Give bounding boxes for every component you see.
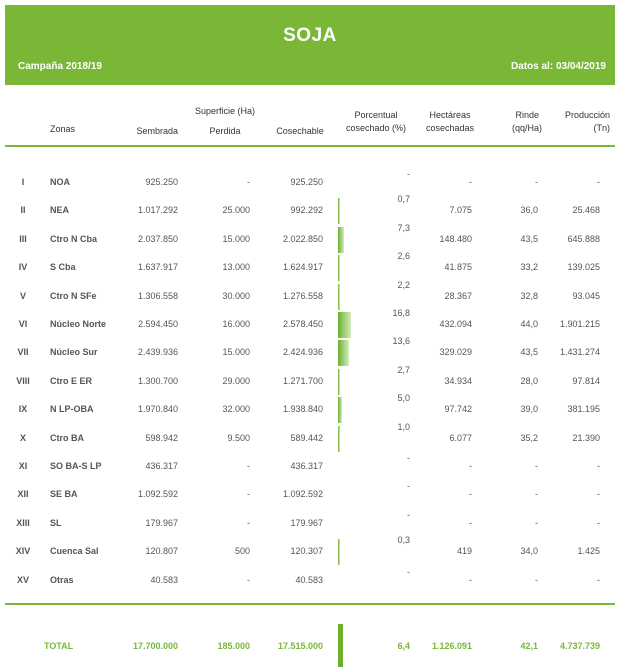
cell-sembrada: 1.300.700 [137, 375, 178, 386]
pct-bar [338, 426, 340, 452]
cell-cosechable: 1.624.917 [282, 262, 323, 273]
cell-prod: 1.425 [577, 546, 600, 557]
cell-zona: S Cba [50, 262, 76, 273]
total-cosechable: 17.515.000 [277, 641, 323, 651]
cell-cosechable: 1.271.700 [282, 375, 323, 386]
cell-pct: - [407, 453, 410, 463]
cell-sembrada: 2.594.450 [137, 319, 178, 329]
col-rinde: Rinde [515, 110, 539, 120]
cell-perdida: 15.000 [222, 347, 250, 358]
cell-pct: 2,6 [397, 251, 410, 262]
cell-sembrada: 1.637.917 [137, 262, 178, 273]
campaign-label: Campaña 2018/19 [18, 61, 102, 72]
pct-bar [338, 227, 344, 253]
cell-roman: VII [17, 347, 29, 358]
table-row [0, 194, 620, 220]
cell-zona: NOA [50, 177, 70, 187]
cell-rinde: 43,5 [520, 233, 538, 244]
col-produccion-unit: (Tn) [593, 123, 610, 133]
cell-prod: 25.468 [572, 205, 600, 216]
cell-sembrada: 436.317 [145, 461, 178, 471]
total-pct: 6,4 [397, 641, 410, 651]
table-row [0, 308, 620, 334]
report-title: SOJA [283, 25, 337, 46]
table-row [0, 364, 620, 391]
cell-zona: SL [50, 517, 62, 528]
cell-roman: XIII [16, 517, 30, 528]
cell-zona: Núcleo Norte [50, 319, 107, 329]
cell-pct: 2,7 [397, 364, 410, 375]
pct-bar [338, 312, 351, 338]
cell-cosechable: 589.442 [290, 432, 323, 443]
cell-prod: 21.390 [572, 432, 600, 443]
cell-rinde: 36,0 [520, 205, 538, 216]
cell-pct: 5,0 [397, 393, 410, 404]
cell-roman: IV [18, 262, 28, 273]
cell-pct: - [407, 169, 410, 179]
cell-roman: VI [18, 319, 28, 329]
cell-cosechable: 436.317 [290, 461, 323, 471]
total-rinde: 42,1 [520, 641, 538, 651]
table-row [0, 421, 620, 448]
col-perdida: Perdida [209, 126, 241, 136]
cell-cosechable: 120.307 [290, 546, 323, 557]
cell-prod: 645.888 [567, 233, 600, 244]
table-row [0, 566, 620, 590]
cell-zona: Otras [50, 574, 74, 585]
cell-prod: - [597, 517, 600, 528]
cell-perdida: - [247, 574, 250, 585]
total-pct-bar [338, 624, 343, 667]
cell-zona: Ctro N Cba [50, 233, 97, 244]
cell-perdida: 9.500 [227, 432, 250, 443]
cell-roman: XII [17, 489, 29, 500]
cell-perdida: 25.000 [222, 205, 250, 216]
cell-hect: - [469, 574, 472, 585]
cell-zona: Ctro E ER [50, 375, 93, 386]
col-cosechado: cosechado (%) [345, 123, 407, 133]
cell-prod: 139.025 [567, 262, 600, 273]
cell-hect: 329.029 [439, 347, 472, 358]
cell-rinde: - [535, 517, 538, 528]
cell-sembrada: 2.037.850 [137, 233, 178, 244]
cell-rinde: 34,0 [520, 546, 538, 557]
total-perdida: 185.000 [217, 641, 250, 651]
cell-roman: VIII [16, 375, 30, 386]
cell-perdida: 30.000 [222, 290, 250, 301]
col-sembrada: Sembrada [136, 126, 178, 136]
cell-prod: - [597, 177, 600, 187]
cell-prod: 381.195 [567, 404, 600, 415]
cell-hect: 34.934 [444, 375, 472, 386]
cell-prod: - [597, 489, 600, 500]
col-rinde-unit: (qq/Ha) [511, 123, 542, 133]
cell-roman: V [19, 290, 26, 301]
cell-perdida: - [247, 517, 250, 528]
table-row [0, 481, 620, 504]
cell-sembrada: 598.942 [145, 432, 178, 443]
pct-bar [338, 198, 340, 224]
cell-hect: - [469, 461, 472, 471]
cell-prod: 97.814 [572, 375, 600, 386]
cell-cosechable: 925.250 [290, 177, 323, 187]
cell-rinde: 43,5 [520, 347, 538, 358]
cell-pct: 0,7 [397, 194, 410, 205]
cell-pct: - [407, 509, 410, 520]
cell-rinde: - [535, 574, 538, 585]
cell-hect: - [469, 517, 472, 528]
total-produccion: 4.737.739 [559, 641, 600, 651]
pct-bar [338, 284, 340, 310]
pct-bar [338, 255, 340, 281]
cell-roman: II [20, 205, 26, 216]
cell-sembrada: 1.017.292 [137, 205, 178, 216]
cell-cosechable: 2.424.936 [282, 347, 323, 358]
col-cosechable: Cosechable [276, 126, 324, 136]
cell-zona: SE BA [50, 489, 78, 500]
cell-roman: I [21, 177, 25, 187]
cell-sembrada: 40.583 [150, 574, 178, 585]
cell-sembrada: 2.439.936 [137, 347, 178, 358]
cell-perdida: 500 [234, 546, 250, 557]
cell-roman: XIV [15, 546, 31, 557]
cell-hect: - [469, 177, 472, 187]
cell-roman: IX [18, 404, 28, 415]
table-row [0, 453, 620, 476]
table-row [0, 279, 620, 306]
cell-rinde: - [535, 461, 538, 471]
cell-roman: X [19, 432, 26, 443]
cell-sembrada: 1.092.592 [137, 489, 178, 500]
cell-roman: XV [16, 574, 29, 585]
cell-perdida: 32.000 [222, 404, 250, 415]
pct-bar [338, 340, 349, 366]
table-row [0, 336, 620, 362]
total-divider [5, 603, 615, 605]
cell-sembrada: 120.807 [145, 546, 178, 557]
col-produccion: Producción [564, 110, 610, 120]
cell-cosechable: 992.292 [290, 205, 323, 216]
cell-pct: 13,6 [392, 336, 410, 347]
cell-perdida: 13.000 [222, 262, 250, 273]
cell-hect: 7.075 [449, 205, 472, 216]
cell-perdida: - [247, 489, 250, 500]
cell-perdida: 29.000 [222, 375, 250, 386]
table-row [0, 535, 620, 561]
cell-prod: 93.045 [572, 290, 600, 301]
table-row [0, 222, 620, 249]
cell-zona: N LP-OBA [50, 404, 94, 415]
cell-hect: 432.094 [439, 319, 472, 329]
pct-bar [338, 369, 340, 395]
cell-prod: 1.901.215 [559, 319, 600, 329]
pct-bar [338, 539, 340, 565]
cell-pct: 2,2 [397, 279, 410, 290]
total-sembrada: 17.700.000 [132, 641, 178, 651]
cell-zona: SO BA-S LP [50, 461, 102, 471]
cell-cosechable: 2.022.850 [282, 233, 323, 244]
cell-rinde: - [535, 489, 538, 500]
cell-hect: 41.875 [444, 262, 472, 273]
cell-hect: 148.480 [439, 233, 472, 244]
table-row [0, 251, 620, 277]
cell-hect: 97.742 [444, 404, 472, 415]
cell-hect: - [469, 489, 472, 500]
cell-zona: Cuenca Sal [50, 546, 99, 557]
col-zonas: Zonas [50, 124, 76, 134]
cell-zona: NEA [50, 205, 70, 216]
col-porcentual: Porcentual [354, 110, 398, 120]
cell-rinde: - [535, 177, 538, 187]
cell-hect: 28.367 [444, 290, 472, 301]
cell-perdida: 16.000 [222, 319, 250, 329]
cell-hect: 6.077 [449, 432, 472, 443]
cell-pct: 16,8 [392, 308, 410, 318]
cell-perdida: - [247, 461, 250, 471]
cell-rinde: 32,8 [520, 290, 538, 301]
cell-prod: 1.431.274 [559, 347, 600, 358]
cell-perdida: - [247, 177, 250, 187]
cell-rinde: 35,2 [520, 432, 538, 443]
cell-cosechable: 1.092.592 [282, 489, 323, 500]
table-row [0, 393, 620, 419]
cell-pct: 0,3 [397, 535, 410, 546]
report-header [5, 5, 615, 85]
cell-sembrada: 1.306.558 [137, 290, 178, 301]
cell-roman: XI [18, 461, 28, 471]
cell-rinde: 39,0 [520, 404, 538, 415]
cell-roman: III [19, 233, 27, 244]
cell-prod: - [597, 461, 600, 471]
cell-pct: - [407, 481, 410, 492]
col-hectareas: Hectáreas [429, 110, 471, 120]
col-cosechadas: cosechadas [425, 123, 475, 133]
cell-pct: 1,0 [397, 421, 410, 432]
cell-pct: - [407, 566, 410, 577]
cell-cosechable: 2.578.450 [282, 319, 323, 329]
pct-bar [338, 397, 342, 423]
cell-cosechable: 179.967 [290, 517, 323, 528]
col-superficie: Superficie (Ha) [194, 106, 256, 116]
table-row [0, 509, 620, 533]
cell-rinde: 33,2 [520, 262, 538, 273]
cell-sembrada: 925.250 [145, 177, 178, 187]
cell-rinde: 44,0 [520, 319, 538, 329]
cell-sembrada: 179.967 [145, 517, 178, 528]
total-label: TOTAL [44, 641, 74, 651]
total-hectareas: 1.126.091 [431, 641, 472, 651]
cell-cosechable: 40.583 [295, 574, 323, 585]
cell-cosechable: 1.276.558 [282, 290, 323, 301]
table-row [0, 169, 620, 192]
cell-sembrada: 1.970.840 [137, 404, 178, 415]
cell-zona: Ctro N SFe [50, 290, 97, 301]
cell-hect: 419 [456, 546, 472, 557]
cell-zona: Núcleo Sur [50, 347, 98, 358]
cell-cosechable: 1.938.840 [282, 404, 323, 415]
header-divider [5, 145, 615, 147]
cell-perdida: 15.000 [222, 233, 250, 244]
cell-prod: - [597, 574, 600, 585]
cell-zona: Ctro BA [50, 432, 84, 443]
data-date: Datos al: 03/04/2019 [510, 61, 606, 72]
cell-pct: 7,3 [397, 222, 410, 233]
cell-rinde: 28,0 [520, 375, 538, 386]
